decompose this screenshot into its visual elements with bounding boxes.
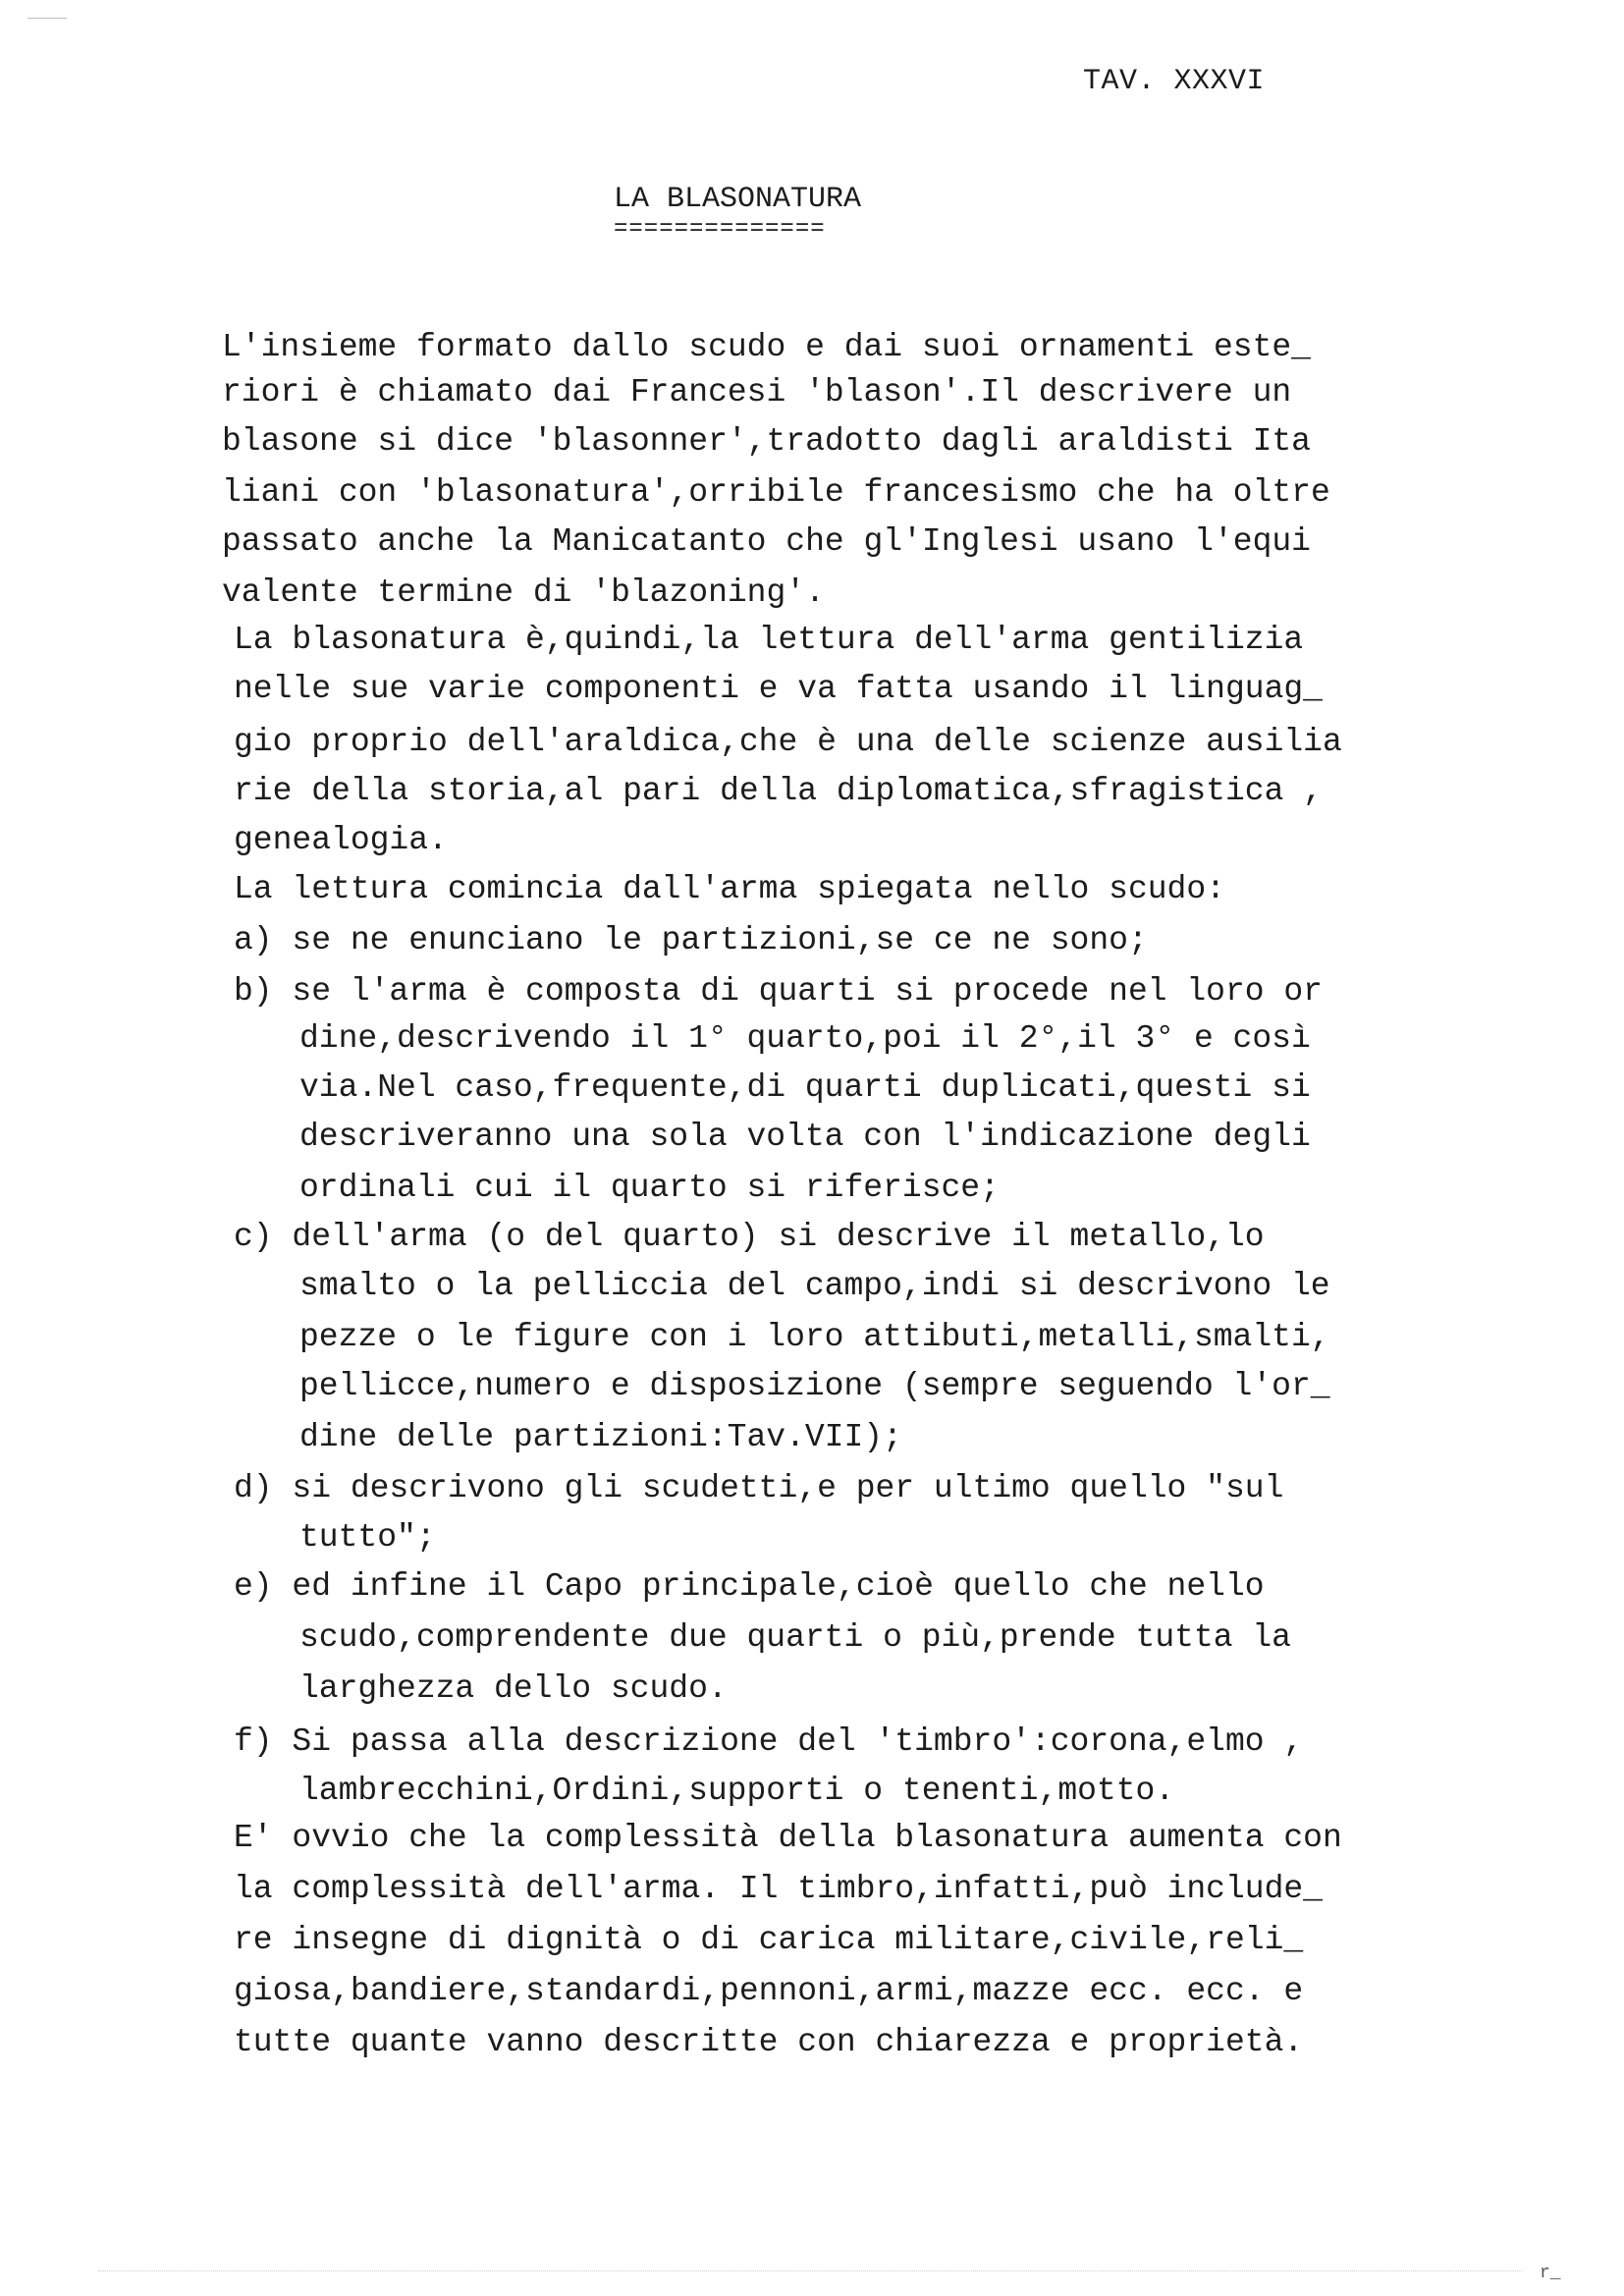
text-line: scudo,comprendente due quarti o più,prende tutta la	[299, 1619, 1291, 1656]
text-line: blasone si dice 'blasonner',tradotto dagli araldisti Ita	[222, 423, 1311, 460]
scan-bottom-edge	[98, 2270, 1522, 2272]
text-line: larghezza dello scudo.	[299, 1670, 728, 1707]
text-line: smalto o la pelliccia del campo,indi si descrivono le	[299, 1268, 1330, 1304]
text-line: L'insieme formato dallo scudo e dai suoi ornamenti este_	[222, 329, 1311, 365]
list-item-e: e) ed infine il Capo principale,cioè quello che nello	[234, 1568, 1265, 1605]
text-line: valente termine di 'blazoning'.	[222, 574, 825, 611]
text-line: giosa,bandiere,standardi,pennoni,armi,mazze ecc. ecc. e	[234, 1973, 1304, 2009]
text-line: La blasonatura è,quindi,la lettura dell'arma gentilizia	[234, 622, 1304, 658]
text-line: pellicce,numero e disposizione (sempre seguendo l'or_	[299, 1368, 1330, 1404]
text-line: La lettura comincia dall'arma spiegata nello scudo:	[234, 871, 1225, 907]
list-item-f: f) Si passa alla descrizione del 'timbro':corona,elmo ,	[234, 1723, 1304, 1760]
text-line: nelle sue varie componenti e va fatta usando il linguag_	[234, 671, 1323, 707]
text-line: rie della storia,al pari della diplomatica,sfragistica ,	[234, 773, 1323, 809]
scan-corner-mark	[27, 18, 67, 19]
text-line: tutte quante vanno descritte con chiarezza e proprietà.	[234, 2024, 1304, 2060]
text-line: lambrecchini,Ordini,supporti o tenenti,motto.	[299, 1773, 1175, 1809]
list-item-a: a) se ne enunciano le partizioni,se ce ne sono;	[234, 922, 1148, 958]
text-line: riori è chiamato dai Francesi 'blason'.Il descrivere un	[222, 374, 1292, 410]
text-line: dine delle partizioni:Tav.VII);	[299, 1419, 902, 1455]
text-line: dine,descrivendo il 1° quarto,poi il 2°,il 3° e così	[299, 1020, 1311, 1057]
page-title: LA BLASONATURA	[614, 183, 862, 216]
text-line: re insegne di dignità o di carica militare,civile,reli_	[234, 1922, 1304, 1958]
text-line: ordinali cui il quarto si riferisce;	[299, 1170, 1000, 1206]
list-item-b: b) se l'arma è composta di quarti si procede nel loro or	[234, 973, 1323, 1010]
text-line: via.Nel caso,frequente,di quarti duplicati,questi si	[299, 1069, 1311, 1106]
title-underline: ==============	[614, 216, 826, 243]
text-line: passato anche la Manicatanto che gl'Inglesi usano l'equi	[222, 523, 1311, 560]
text-line: E' ovvio che la complessità della blasonatura aumenta con	[234, 1820, 1342, 1856]
list-item-d: d) si descrivono gli scudetti,e per ultimo quello "sul	[234, 1470, 1284, 1506]
list-item-c: c) dell'arma (o del quarto) si descrive il metallo,lo	[234, 1219, 1265, 1255]
text-line: gio proprio dell'araldica,che è una delle scienze ausilia	[234, 724, 1342, 760]
page-corner-mark: r_	[1540, 2264, 1561, 2283]
text-line: pezze o le figure con i loro attibuti,metalli,smalti,	[299, 1319, 1330, 1355]
text-line: la complessità dell'arma. Il timbro,infatti,può include_	[234, 1871, 1323, 1907]
text-line: genealogia.	[234, 822, 448, 858]
text-line: liani con 'blasonatura',orribile francesismo che ha oltre	[222, 474, 1330, 511]
text-line: tutto";	[299, 1519, 436, 1556]
text-line: descriveranno una sola volta con l'indicazione degli	[299, 1119, 1311, 1155]
plate-number: TAV. XXXVI	[1083, 65, 1266, 98]
